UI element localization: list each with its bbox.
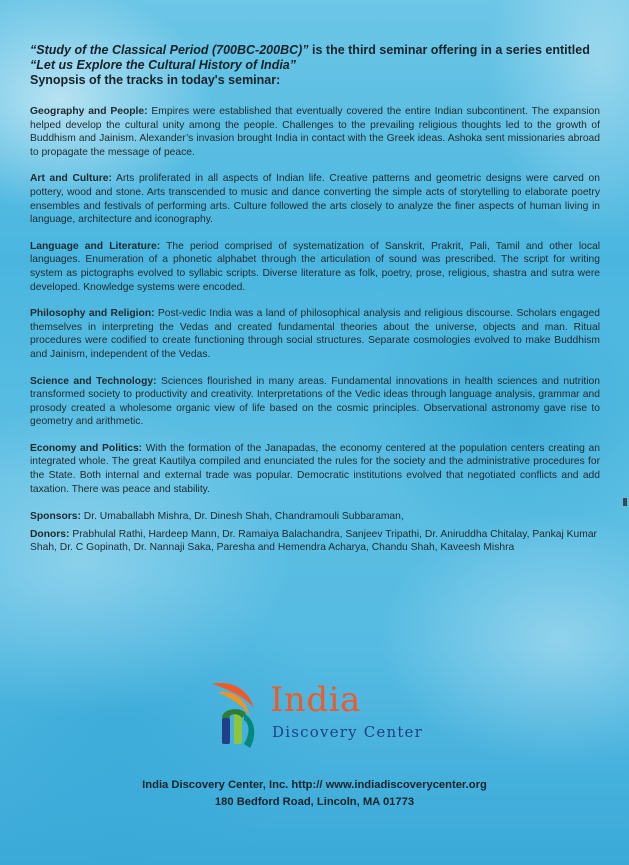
sponsors-line <box>30 510 600 524</box>
section-heading: Geography and People: <box>30 106 148 117</box>
section-geography <box>30 105 600 159</box>
sponsors-label: Sponsors: <box>30 511 81 523</box>
section-philosophy-religion <box>30 307 600 361</box>
page-edge-mark <box>623 498 627 506</box>
intro-line <box>30 43 600 58</box>
section-text: Arts proliferated in all aspects of Indian life. Creative patterns and geometric designs were carved on pottery, wood and stone. Arts transcended to music and dance converting the simple acts of storytelling to elaborate poetry ensembles and festivals of performing arts. Culture followed the arts closely to analyze the finer aspects of human living in language, architecture and iconography. <box>30 173 600 226</box>
sponsors-names: Dr. Umaballabh Mishra, Dr. Dinesh Shah, Chandramouli Subbaraman, <box>80 511 404 523</box>
section-text: The period comprised of systematization of Sanskrit, Prakrit, Pali, Tamil and other local languages. Enumeration of a phonetic alphabet through the articulation of sound was prescribed. The script for writing system as pictographs evolved to syllabic scripts. Diverse literature as folk, poetry, prose, religious, shastra and sutra were developed. Knowledge systems were encoded. <box>30 240 601 293</box>
india-discovery-center-logo <box>208 678 428 758</box>
section-language-literature <box>30 240 600 294</box>
section-text: Empires were established that eventually covered the entire Indian subcontinent. The expansion helped develop the cultural unity among the people. Challenges to the prevailing religious thoughts led to the growth of Buddhism and Jainism. Alexander’s invasion brought India in contact with the Greek ideas. Ashoka sent missionaries abroad to propagate the message of peace. <box>30 106 601 158</box>
section-heading: Science and Technology: <box>30 375 157 387</box>
synopsis-heading: Synopsis of the tracks in today's seminar: <box>30 73 281 87</box>
series-name: “Let us Explore the Cultural History of India” <box>30 58 297 72</box>
section-heading: Economy and Politics: <box>30 442 143 454</box>
section-heading: Art and Culture: <box>30 173 112 185</box>
logo-emblem-icon <box>208 678 272 758</box>
section-science-technology <box>30 375 600 429</box>
logo-text-discovery-center: Discovery Center <box>272 723 424 741</box>
donors-names: Prabhulal Rathi, Hardeep Mann, Dr. Ramaiya Balachandra, Sanjeev Tripathi, Dr. Aniruddha Chitalay, Pankaj Kumar Shah, Dr. C Gopinath, Dr. Nannaji Saka, Paresha and Hemendra Acharya, Chandu Shah, Kaveesh Mishra <box>30 528 597 554</box>
section-text: Post-vedic India was a land of philosophical analysis and religious discourse. Scholars engaged themselves in interpreting the Vedas and created fundamental theories about the universe, objects and man. Ritual procedures were codified to create functioning through social structures. Separate cosmologies evolved to make Buddhism and Jainism, independent of the Vedas. <box>30 308 600 360</box>
footer-org-url: India Discovery Center, Inc. http:// www.indiadiscoverycenter.org <box>142 779 487 791</box>
donors-label: Donors: <box>30 528 70 540</box>
credits-block <box>30 510 600 555</box>
section-heading: Philosophy and Religion: <box>30 308 155 320</box>
section-art-culture <box>30 172 600 226</box>
section-economy-politics <box>30 442 600 496</box>
logo-text-india: India <box>270 680 361 720</box>
document-body <box>30 43 600 559</box>
section-text: With the formation of the Janapadas, the economy centered at the population centers creating an integrated whole. The great Kautilya compiled and enunciated the rules for the society and the administrative procedures for the State. Both internal and external trade was popular. Democratic institutions evolved that negotiated conflicts and add taxation. There was peace and stability. <box>30 442 600 495</box>
seminar-title-rest: is the third seminar offering in a series entitled <box>308 43 590 57</box>
seminar-title: “Study of the Classical Period (700BC-200BC)” <box>30 43 309 57</box>
section-text: Sciences flourished in many areas. Fundamental innovations in health sciences and nutrition transformed society to productivity and creativity. Interpretations of the Vedic ideas through language analysis, grammar and prosody created a wholesome organic view of life based on the cosmic principles. Observational astronomy gave rise to geometry and arithmetic. <box>30 375 600 428</box>
footer-address: 180 Bedford Road, Lincoln, MA 01773 <box>214 796 415 808</box>
intro-block <box>30 43 600 88</box>
donors-line <box>30 528 600 555</box>
section-heading: Language and Literature: <box>30 240 161 252</box>
